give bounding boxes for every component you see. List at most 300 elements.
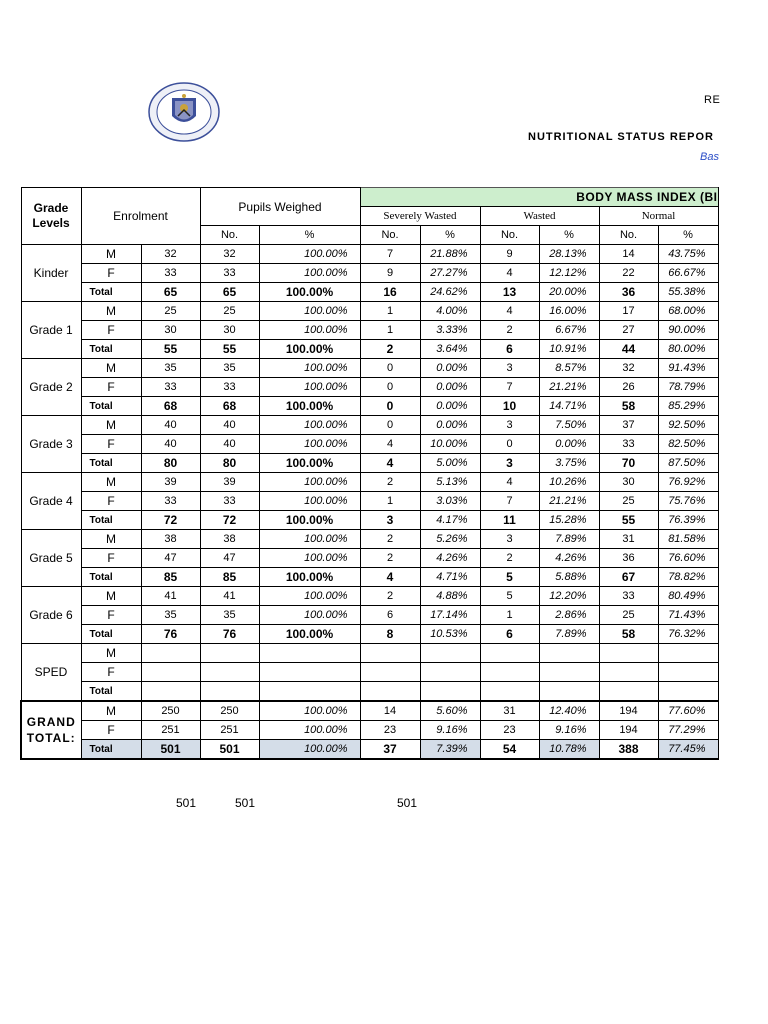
grade-level-label: Grade 6 bbox=[21, 587, 81, 644]
normal-pct-cell: 68.00% bbox=[658, 302, 718, 321]
wasted-no-cell: 4 bbox=[480, 302, 539, 321]
wasted-no-cell: 2 bbox=[480, 549, 539, 568]
severely-wasted-no-cell: 2 bbox=[360, 587, 420, 606]
weighed-pct-cell bbox=[259, 663, 360, 682]
wasted-pct-cell: 12.40% bbox=[539, 701, 599, 721]
weighed-pct-cell: 100.00% bbox=[259, 264, 360, 283]
normal-no-cell: 33 bbox=[599, 435, 658, 454]
wasted-no-cell bbox=[480, 644, 539, 663]
grade-level-label: Grade 4 bbox=[21, 473, 81, 530]
sex-cell: F bbox=[81, 663, 141, 682]
table-row bbox=[21, 511, 718, 530]
severely-wasted-no-cell bbox=[360, 663, 420, 682]
severely-wasted-no-cell: 8 bbox=[360, 625, 420, 644]
table-row bbox=[21, 283, 718, 302]
wasted-no-cell: 54 bbox=[480, 740, 539, 760]
severely-wasted-pct-cell bbox=[420, 644, 480, 663]
wasted-pct-cell: 7.50% bbox=[539, 416, 599, 435]
wasted-no-cell: 4 bbox=[480, 473, 539, 492]
enrolment-cell: 40 bbox=[141, 416, 200, 435]
severely-wasted-no-cell: 0 bbox=[360, 359, 420, 378]
wasted-pct-cell: 21.21% bbox=[539, 492, 599, 511]
severely-wasted-no-cell: 0 bbox=[360, 378, 420, 397]
weighed-pct-cell bbox=[259, 682, 360, 702]
severely-wasted-no-cell: 2 bbox=[360, 340, 420, 359]
enrolment-cell: 30 bbox=[141, 321, 200, 340]
wasted-pct-cell bbox=[539, 663, 599, 682]
normal-no-cell: 388 bbox=[599, 740, 658, 760]
weighed-cell: 55 bbox=[200, 340, 259, 359]
weighed-pct-cell: 100.00% bbox=[259, 568, 360, 587]
severely-wasted-no-cell: 3 bbox=[360, 511, 420, 530]
severely-wasted-no-cell: 2 bbox=[360, 549, 420, 568]
enrolment-cell bbox=[141, 663, 200, 682]
wasted-pct-cell: 7.89% bbox=[539, 625, 599, 644]
enrolment-cell: 68 bbox=[141, 397, 200, 416]
normal-no-cell: 194 bbox=[599, 721, 658, 740]
weighed-pct-cell: 100.00% bbox=[259, 378, 360, 397]
enrolment-cell: 33 bbox=[141, 378, 200, 397]
sex-cell: F bbox=[81, 435, 141, 454]
normal-no-cell: 44 bbox=[599, 340, 658, 359]
weighed-pct-cell: 100.00% bbox=[259, 721, 360, 740]
weighed-cell: 40 bbox=[200, 416, 259, 435]
grade-level-label: Grade 3 bbox=[21, 416, 81, 473]
severely-wasted-pct-cell: 24.62% bbox=[420, 283, 480, 302]
enrolment-cell: 32 bbox=[141, 245, 200, 264]
sex-cell: M bbox=[81, 245, 141, 264]
enrolment-cell: 501 bbox=[141, 740, 200, 760]
normal-no-cell: 58 bbox=[599, 397, 658, 416]
wasted-no-cell: 6 bbox=[480, 340, 539, 359]
sex-cell: M bbox=[81, 644, 141, 663]
enrolment-cell: 47 bbox=[141, 549, 200, 568]
weighed-cell: 85 bbox=[200, 568, 259, 587]
normal-no-cell: 25 bbox=[599, 492, 658, 511]
normal-no-cell bbox=[599, 644, 658, 663]
footer-value: 501 bbox=[176, 796, 197, 810]
no-header: No. bbox=[480, 226, 539, 245]
normal-pct-cell: 55.38% bbox=[658, 283, 718, 302]
normal-no-cell: 32 bbox=[599, 359, 658, 378]
enrolment-cell bbox=[141, 644, 200, 663]
weighed-pct-cell: 100.00% bbox=[259, 492, 360, 511]
sex-cell: M bbox=[81, 359, 141, 378]
sex-cell: Total bbox=[81, 397, 141, 416]
severely-wasted-pct-cell: 5.13% bbox=[420, 473, 480, 492]
sex-cell: F bbox=[81, 492, 141, 511]
wasted-pct-cell: 12.20% bbox=[539, 587, 599, 606]
severely-wasted-no-cell: 37 bbox=[360, 740, 420, 760]
weighed-pct-cell: 100.00% bbox=[259, 740, 360, 760]
sex-cell: F bbox=[81, 549, 141, 568]
weighed-pct-cell: 100.00% bbox=[259, 606, 360, 625]
table-row bbox=[21, 549, 718, 568]
normal-pct-cell: 81.58% bbox=[658, 530, 718, 549]
weighed-cell: 72 bbox=[200, 511, 259, 530]
wasted-no-cell: 7 bbox=[480, 378, 539, 397]
table-row bbox=[21, 264, 718, 283]
wasted-no-cell: 31 bbox=[480, 701, 539, 721]
table-row bbox=[21, 340, 718, 359]
wasted-header: Wasted bbox=[480, 207, 599, 226]
weighed-cell: 250 bbox=[200, 701, 259, 721]
normal-no-cell: 70 bbox=[599, 454, 658, 473]
table-row bbox=[21, 454, 718, 473]
wasted-no-cell: 2 bbox=[480, 321, 539, 340]
wasted-pct-cell: 0.00% bbox=[539, 435, 599, 454]
severely-wasted-no-cell: 1 bbox=[360, 302, 420, 321]
grade-level-label: Grade 5 bbox=[21, 530, 81, 587]
normal-no-cell: 26 bbox=[599, 378, 658, 397]
severely-wasted-pct-cell: 5.26% bbox=[420, 530, 480, 549]
severely-wasted-pct-cell: 0.00% bbox=[420, 378, 480, 397]
normal-no-cell: 14 bbox=[599, 245, 658, 264]
sex-cell: Total bbox=[81, 682, 141, 702]
wasted-no-cell: 7 bbox=[480, 492, 539, 511]
wasted-pct-cell: 16.00% bbox=[539, 302, 599, 321]
normal-pct-cell bbox=[658, 682, 718, 702]
pct-header: % bbox=[420, 226, 480, 245]
wasted-no-cell: 3 bbox=[480, 454, 539, 473]
normal-no-cell: 58 bbox=[599, 625, 658, 644]
table-row bbox=[21, 321, 718, 340]
report-subtitle: Bas bbox=[700, 151, 719, 163]
weighed-cell: 76 bbox=[200, 625, 259, 644]
weighed-pct-cell: 100.00% bbox=[259, 302, 360, 321]
normal-pct-cell: 92.50% bbox=[658, 416, 718, 435]
weighed-pct-cell: 100.00% bbox=[259, 283, 360, 302]
severely-wasted-pct-cell: 10.00% bbox=[420, 435, 480, 454]
normal-pct-cell: 80.49% bbox=[658, 587, 718, 606]
wasted-no-cell bbox=[480, 663, 539, 682]
weighed-cell: 33 bbox=[200, 378, 259, 397]
normal-pct-cell: 77.29% bbox=[658, 721, 718, 740]
table-row bbox=[21, 663, 718, 682]
normal-no-cell: 17 bbox=[599, 302, 658, 321]
grade-levels-header: Grade Levels bbox=[21, 188, 81, 245]
enrolment-cell: 39 bbox=[141, 473, 200, 492]
normal-no-cell: 67 bbox=[599, 568, 658, 587]
sex-cell: M bbox=[81, 587, 141, 606]
wasted-pct-cell: 6.67% bbox=[539, 321, 599, 340]
severely-wasted-no-cell: 9 bbox=[360, 264, 420, 283]
normal-no-cell: 55 bbox=[599, 511, 658, 530]
wasted-no-cell: 3 bbox=[480, 359, 539, 378]
wasted-no-cell: 6 bbox=[480, 625, 539, 644]
weighed-pct-cell: 100.00% bbox=[259, 340, 360, 359]
enrolment-cell: 76 bbox=[141, 625, 200, 644]
normal-pct-cell: 75.76% bbox=[658, 492, 718, 511]
grand-total-label: GRAND TOTAL: bbox=[21, 701, 81, 759]
weighed-pct-cell: 100.00% bbox=[259, 359, 360, 378]
normal-no-cell: 36 bbox=[599, 549, 658, 568]
wasted-no-cell: 10 bbox=[480, 397, 539, 416]
pupils-weighed-header: Pupils Weighed bbox=[200, 188, 360, 226]
weighed-cell: 38 bbox=[200, 530, 259, 549]
weighed-cell bbox=[200, 663, 259, 682]
wasted-pct-cell: 8.57% bbox=[539, 359, 599, 378]
normal-pct-cell: 43.75% bbox=[658, 245, 718, 264]
grade-level-label: Grade 1 bbox=[21, 302, 81, 359]
normal-pct-cell: 71.43% bbox=[658, 606, 718, 625]
wasted-no-cell: 5 bbox=[480, 587, 539, 606]
enrolment-cell: 25 bbox=[141, 302, 200, 321]
severely-wasted-pct-cell: 3.64% bbox=[420, 340, 480, 359]
weighed-pct-cell: 100.00% bbox=[259, 454, 360, 473]
severely-wasted-no-cell: 2 bbox=[360, 473, 420, 492]
severely-wasted-pct-cell: 4.00% bbox=[420, 302, 480, 321]
table-row bbox=[21, 492, 718, 511]
enrolment-cell: 35 bbox=[141, 359, 200, 378]
weighed-pct-cell: 100.00% bbox=[259, 530, 360, 549]
pct-header: % bbox=[259, 226, 360, 245]
severely-wasted-pct-cell: 3.03% bbox=[420, 492, 480, 511]
weighed-cell: 39 bbox=[200, 473, 259, 492]
wasted-pct-cell: 15.28% bbox=[539, 511, 599, 530]
footer-value: 501 bbox=[397, 796, 418, 810]
normal-no-cell: 31 bbox=[599, 530, 658, 549]
severely-wasted-no-cell bbox=[360, 644, 420, 663]
table-row bbox=[21, 644, 718, 663]
severely-wasted-pct-cell: 4.26% bbox=[420, 549, 480, 568]
weighed-pct-cell: 100.00% bbox=[259, 587, 360, 606]
enrolment-cell: 250 bbox=[141, 701, 200, 721]
wasted-pct-cell: 5.88% bbox=[539, 568, 599, 587]
normal-pct-cell bbox=[658, 663, 718, 682]
wasted-pct-cell: 10.91% bbox=[539, 340, 599, 359]
table-row bbox=[21, 606, 718, 625]
enrolment-cell: 85 bbox=[141, 568, 200, 587]
weighed-pct-cell bbox=[259, 644, 360, 663]
wasted-no-cell: 4 bbox=[480, 264, 539, 283]
normal-pct-cell: 77.60% bbox=[658, 701, 718, 721]
wasted-no-cell: 11 bbox=[480, 511, 539, 530]
no-header: No. bbox=[599, 226, 658, 245]
enrolment-cell: 33 bbox=[141, 264, 200, 283]
normal-pct-cell: 77.45% bbox=[658, 740, 718, 760]
weighed-cell: 33 bbox=[200, 264, 259, 283]
pct-header: % bbox=[539, 226, 599, 245]
report-title: NUTRITIONAL STATUS REPOR bbox=[528, 131, 714, 143]
normal-header: Normal bbox=[599, 207, 718, 226]
severely-wasted-pct-cell: 5.00% bbox=[420, 454, 480, 473]
severely-wasted-pct-cell bbox=[420, 682, 480, 702]
enrolment-cell: 80 bbox=[141, 454, 200, 473]
normal-pct-cell: 76.32% bbox=[658, 625, 718, 644]
enrolment-cell: 40 bbox=[141, 435, 200, 454]
enrolment-cell: 38 bbox=[141, 530, 200, 549]
severely-wasted-no-cell bbox=[360, 682, 420, 702]
table-row bbox=[21, 397, 718, 416]
severely-wasted-pct-cell: 0.00% bbox=[420, 416, 480, 435]
weighed-pct-cell: 100.00% bbox=[259, 549, 360, 568]
normal-no-cell bbox=[599, 682, 658, 702]
table-row bbox=[21, 721, 718, 740]
severely-wasted-no-cell: 7 bbox=[360, 245, 420, 264]
normal-pct-cell: 78.82% bbox=[658, 568, 718, 587]
normal-pct-cell: 76.39% bbox=[658, 511, 718, 530]
normal-pct-cell: 80.00% bbox=[658, 340, 718, 359]
normal-pct-cell: 66.67% bbox=[658, 264, 718, 283]
severely-wasted-no-cell: 6 bbox=[360, 606, 420, 625]
severely-wasted-pct-cell: 10.53% bbox=[420, 625, 480, 644]
weighed-cell: 501 bbox=[200, 740, 259, 760]
sex-cell: M bbox=[81, 473, 141, 492]
weighed-cell: 68 bbox=[200, 397, 259, 416]
sex-cell: M bbox=[81, 530, 141, 549]
sex-cell: F bbox=[81, 378, 141, 397]
wasted-no-cell: 13 bbox=[480, 283, 539, 302]
table-row bbox=[21, 530, 718, 549]
weighed-cell: 251 bbox=[200, 721, 259, 740]
table-row bbox=[21, 473, 718, 492]
pct-header: % bbox=[658, 226, 718, 245]
sex-cell: Total bbox=[81, 625, 141, 644]
weighed-pct-cell: 100.00% bbox=[259, 435, 360, 454]
wasted-no-cell: 3 bbox=[480, 416, 539, 435]
enrolment-cell: 72 bbox=[141, 511, 200, 530]
weighed-pct-cell: 100.00% bbox=[259, 245, 360, 264]
severely-wasted-no-cell: 4 bbox=[360, 568, 420, 587]
weighed-cell bbox=[200, 682, 259, 702]
severely-wasted-no-cell: 16 bbox=[360, 283, 420, 302]
severely-wasted-no-cell: 1 bbox=[360, 492, 420, 511]
weighed-pct-cell: 100.00% bbox=[259, 511, 360, 530]
weighed-cell bbox=[200, 644, 259, 663]
normal-pct-cell: 87.50% bbox=[658, 454, 718, 473]
sex-cell: M bbox=[81, 416, 141, 435]
wasted-no-cell: 23 bbox=[480, 721, 539, 740]
normal-no-cell: 27 bbox=[599, 321, 658, 340]
severely-wasted-no-cell: 4 bbox=[360, 454, 420, 473]
severely-wasted-pct-cell: 21.88% bbox=[420, 245, 480, 264]
sex-cell: Total bbox=[81, 740, 141, 760]
weighed-cell: 65 bbox=[200, 283, 259, 302]
grade-level-label: SPED bbox=[21, 644, 81, 702]
normal-no-cell: 37 bbox=[599, 416, 658, 435]
severely-wasted-header: Severely Wasted bbox=[360, 207, 480, 226]
normal-pct-cell: 85.29% bbox=[658, 397, 718, 416]
weighed-cell: 80 bbox=[200, 454, 259, 473]
wasted-pct-cell bbox=[539, 644, 599, 663]
bmi-header: BODY MASS INDEX (BI bbox=[360, 188, 718, 207]
normal-no-cell: 25 bbox=[599, 606, 658, 625]
grade-level-label: Grade 2 bbox=[21, 359, 81, 416]
wasted-no-cell: 3 bbox=[480, 530, 539, 549]
sex-cell: F bbox=[81, 721, 141, 740]
normal-pct-cell: 82.50% bbox=[658, 435, 718, 454]
sex-cell: Total bbox=[81, 568, 141, 587]
severely-wasted-pct-cell: 4.17% bbox=[420, 511, 480, 530]
severely-wasted-pct-cell: 27.27% bbox=[420, 264, 480, 283]
deped-seal-logo bbox=[148, 82, 220, 142]
wasted-pct-cell: 10.78% bbox=[539, 740, 599, 760]
severely-wasted-no-cell: 0 bbox=[360, 416, 420, 435]
wasted-pct-cell: 7.89% bbox=[539, 530, 599, 549]
wasted-pct-cell: 9.16% bbox=[539, 721, 599, 740]
normal-pct-cell: 78.79% bbox=[658, 378, 718, 397]
table-row bbox=[21, 378, 718, 397]
footer-value: 501 bbox=[235, 796, 256, 810]
table-row bbox=[21, 625, 718, 644]
weighed-pct-cell: 100.00% bbox=[259, 416, 360, 435]
weighed-cell: 40 bbox=[200, 435, 259, 454]
weighed-cell: 41 bbox=[200, 587, 259, 606]
wasted-pct-cell: 4.26% bbox=[539, 549, 599, 568]
table-row bbox=[21, 701, 718, 721]
severely-wasted-no-cell: 14 bbox=[360, 701, 420, 721]
weighed-cell: 30 bbox=[200, 321, 259, 340]
normal-pct-cell bbox=[658, 644, 718, 663]
weighed-pct-cell: 100.00% bbox=[259, 397, 360, 416]
severely-wasted-pct-cell: 5.60% bbox=[420, 701, 480, 721]
weighed-cell: 33 bbox=[200, 492, 259, 511]
wasted-no-cell: 5 bbox=[480, 568, 539, 587]
wasted-pct-cell: 12.12% bbox=[539, 264, 599, 283]
sex-cell: Total bbox=[81, 511, 141, 530]
table-row bbox=[21, 359, 718, 378]
severely-wasted-no-cell: 0 bbox=[360, 397, 420, 416]
severely-wasted-no-cell: 23 bbox=[360, 721, 420, 740]
weighed-cell: 47 bbox=[200, 549, 259, 568]
wasted-pct-cell: 2.86% bbox=[539, 606, 599, 625]
severely-wasted-pct-cell: 0.00% bbox=[420, 359, 480, 378]
table-row bbox=[21, 740, 718, 760]
weighed-cell: 32 bbox=[200, 245, 259, 264]
weighed-pct-cell: 100.00% bbox=[259, 701, 360, 721]
normal-no-cell: 194 bbox=[599, 701, 658, 721]
wasted-pct-cell: 10.26% bbox=[539, 473, 599, 492]
severely-wasted-pct-cell: 7.39% bbox=[420, 740, 480, 760]
weighed-pct-cell: 100.00% bbox=[259, 625, 360, 644]
severely-wasted-pct-cell: 0.00% bbox=[420, 397, 480, 416]
wasted-no-cell bbox=[480, 682, 539, 702]
wasted-pct-cell: 21.21% bbox=[539, 378, 599, 397]
header-re: RE bbox=[704, 94, 721, 106]
sex-cell: F bbox=[81, 606, 141, 625]
wasted-pct-cell: 3.75% bbox=[539, 454, 599, 473]
enrolment-cell: 55 bbox=[141, 340, 200, 359]
severely-wasted-pct-cell: 3.33% bbox=[420, 321, 480, 340]
sex-cell: Total bbox=[81, 340, 141, 359]
severely-wasted-pct-cell: 4.71% bbox=[420, 568, 480, 587]
wasted-pct-cell: 28.13% bbox=[539, 245, 599, 264]
severely-wasted-no-cell: 2 bbox=[360, 530, 420, 549]
normal-no-cell bbox=[599, 663, 658, 682]
no-header: No. bbox=[200, 226, 259, 245]
normal-pct-cell: 76.92% bbox=[658, 473, 718, 492]
normal-no-cell: 22 bbox=[599, 264, 658, 283]
normal-pct-cell: 76.60% bbox=[658, 549, 718, 568]
enrolment-cell: 35 bbox=[141, 606, 200, 625]
enrolment-cell: 65 bbox=[141, 283, 200, 302]
weighed-pct-cell: 100.00% bbox=[259, 473, 360, 492]
sex-cell: M bbox=[81, 701, 141, 721]
sex-cell: Total bbox=[81, 283, 141, 302]
severely-wasted-pct-cell: 4.88% bbox=[420, 587, 480, 606]
wasted-no-cell: 9 bbox=[480, 245, 539, 264]
sex-cell: F bbox=[81, 321, 141, 340]
enrolment-cell: 251 bbox=[141, 721, 200, 740]
table-row bbox=[21, 302, 718, 321]
severely-wasted-pct-cell: 9.16% bbox=[420, 721, 480, 740]
weighed-cell: 35 bbox=[200, 606, 259, 625]
normal-no-cell: 36 bbox=[599, 283, 658, 302]
wasted-pct-cell: 20.00% bbox=[539, 283, 599, 302]
wasted-no-cell: 0 bbox=[480, 435, 539, 454]
table-row bbox=[21, 568, 718, 587]
